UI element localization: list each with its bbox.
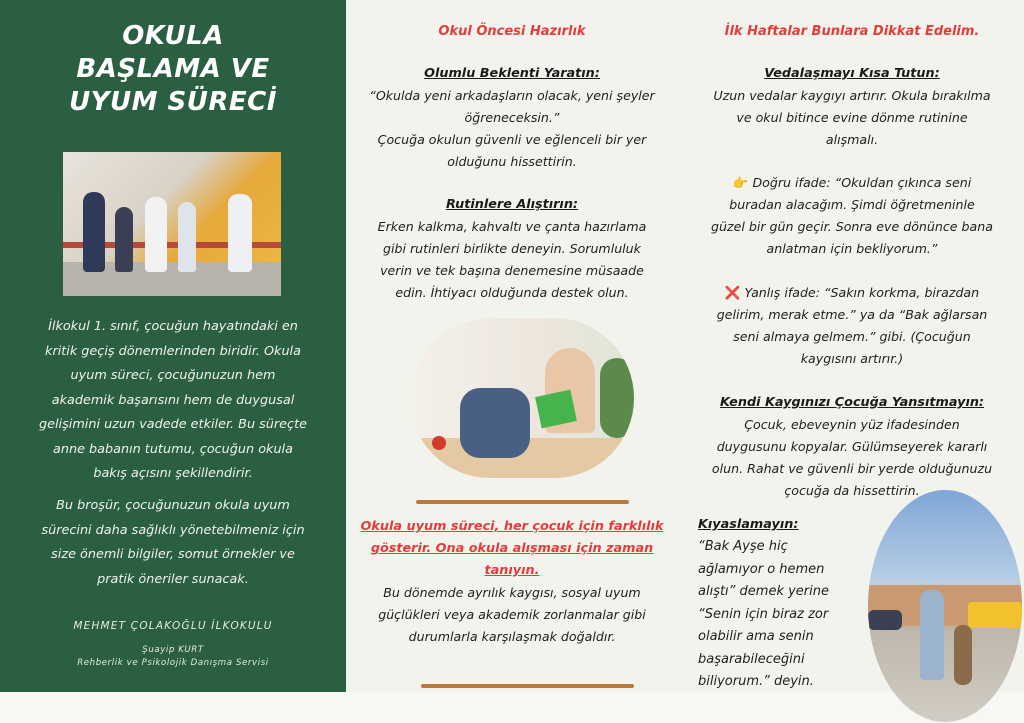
parent-child-school-photo bbox=[868, 490, 1022, 722]
anxiety-section bbox=[680, 392, 1024, 502]
wrong-example bbox=[680, 282, 1024, 370]
text-line: olun. Rahat ve güvenli bir yerde olduğunuzu bbox=[711, 461, 993, 476]
text-line: gelirim, merak etme.” ya da “Bak ağlarsan bbox=[716, 307, 988, 322]
text-line: tanıyın. bbox=[484, 563, 540, 578]
expectation-section bbox=[346, 63, 678, 173]
text-line: verin ve tek başına denemesine müsaade bbox=[380, 263, 644, 278]
text-line: buradan alacağım. Şimdi öğretmeninle bbox=[729, 197, 975, 212]
right-heading bbox=[680, 20, 1024, 39]
text-line: gibi rutinleri birlikte deneyin. Sorumluluk bbox=[383, 241, 641, 256]
subheading: Vedalaşmayı Kısa Tutun: bbox=[764, 66, 940, 81]
subheading: Rutinlere Alıştırın: bbox=[445, 197, 579, 212]
cross-mark-icon: ❌ bbox=[724, 285, 741, 300]
text-line: Çocuğa okulun güvenli ve eğlenceli bir yer bbox=[377, 132, 647, 147]
text-line: pratik öneriler sunacak. bbox=[97, 571, 249, 587]
text-line: güçlükleri veya akademik zorlanmalar gibi bbox=[378, 607, 646, 622]
brochure-paragraph bbox=[0, 494, 346, 592]
adaptation-note bbox=[346, 516, 678, 648]
title-line: OKULA bbox=[122, 21, 224, 51]
divider-bottom bbox=[421, 684, 634, 688]
divider-top bbox=[416, 500, 629, 504]
text-line: kritik geçiş dönemlerinden biridir. Okula bbox=[45, 343, 301, 359]
text-line bbox=[680, 172, 1024, 194]
text-line: ağlamıyor o hemen bbox=[698, 561, 825, 577]
text-line: sürecini daha sağlıklı yönetebilmeniz için bbox=[41, 522, 305, 538]
text-line: Okula uyum süreci, her çocuk için farklılık bbox=[360, 519, 664, 534]
title-line: BAŞLAMA VE bbox=[76, 54, 270, 84]
text-line: duygusunu kopyalar. Gülümseyerek kararlı bbox=[716, 439, 988, 454]
text-line: uyum süreci, çocuğunuzun hem bbox=[70, 368, 276, 383]
text-line: başarabileceğini bbox=[698, 651, 805, 667]
title-line: UYUM SÜRECİ bbox=[69, 87, 277, 117]
children-running-photo bbox=[63, 152, 281, 296]
text-line: kaygısını artırır.) bbox=[800, 351, 904, 366]
text-line: gösterir. Ona okula alışması için zaman bbox=[370, 541, 654, 556]
text: Yanlış ifade: “Sakın korkma, birazdan bbox=[744, 285, 980, 300]
text-line: “Bak Ayşe hiç bbox=[698, 539, 788, 554]
text-line: Bu dönemde ayrılık kaygısı, sosyal uyum bbox=[383, 585, 641, 600]
section-heading: Okul Öncesi Hazırlık bbox=[438, 24, 586, 39]
school-name: MEHMET ÇOLAKOĞLU İLKOKULU bbox=[73, 620, 273, 632]
text-line: bakış açısını şekillendirir. bbox=[93, 466, 253, 481]
text-line: seni almaya gelmem.” gibi. (Çocuğun bbox=[733, 329, 971, 344]
text-line: size önemli bilgiler, somut örnekler ve bbox=[51, 547, 295, 562]
brochure-title bbox=[0, 20, 346, 119]
subheading: Kendi Kaygınızı Çocuğa Yansıtmayın: bbox=[719, 395, 985, 410]
subheading: Olumlu Beklenti Yaratın: bbox=[424, 66, 600, 81]
text-line: durumlarla karşılaşmak doğaldır. bbox=[408, 629, 616, 644]
text-line: güzel bir gün geçir. Sonra eve dönünce bana bbox=[711, 219, 993, 234]
text-line: olabilir ama senin bbox=[698, 629, 814, 644]
text-line: alıştı” demek yerine bbox=[698, 584, 829, 599]
routine-section bbox=[346, 194, 678, 304]
service-name: Rehberlik ve Psikolojik Danışma Servisi bbox=[77, 658, 269, 668]
section-heading: İlk Haftalar Bunlara Dikkat Edelim. bbox=[724, 24, 980, 39]
text-line: Bu broşür, çocuğunuzun okula uyum bbox=[56, 498, 290, 513]
text-line: Uzun vedalar kaygıyı artırır. Okula bırakılma bbox=[713, 88, 991, 103]
pointing-hand-icon: 👉 bbox=[732, 175, 749, 190]
text-line bbox=[680, 282, 1024, 304]
text-line: “Okulda yeni arkadaşların olacak, yeni şeyler bbox=[369, 88, 655, 103]
text-line: “Senin için biraz zor bbox=[698, 606, 829, 622]
bottom-margin bbox=[0, 692, 1024, 723]
subheading: Kıyaslamayın: bbox=[698, 517, 799, 532]
text-line: ve okul bitince evine dönme rutinine bbox=[736, 110, 968, 125]
text-line: Çocuk, ebeveynin yüz ifadesinden bbox=[744, 417, 960, 432]
text-line: anne babanın tutumu, çocuğun okula bbox=[53, 441, 293, 457]
text-line: Erken kalkma, kahvaltı ve çanta hazırlama bbox=[377, 219, 647, 234]
text-line: çocuğa da hissettirin. bbox=[784, 483, 920, 498]
goodbye-section bbox=[680, 63, 1024, 151]
text-line: alışmalı. bbox=[825, 132, 879, 147]
text-line: anlatman için bekliyorum.” bbox=[766, 241, 938, 256]
middle-heading bbox=[346, 20, 678, 39]
correct-example bbox=[680, 172, 1024, 260]
text-line: biliyorum.” deyin. bbox=[698, 674, 814, 689]
comparison-section bbox=[698, 514, 829, 694]
text-line: edin. İhtiyacı olduğunda destek olun. bbox=[395, 285, 629, 300]
text-line: gelişimini uzun vadede etkiler. Bu süreçte bbox=[39, 417, 307, 432]
text: Doğru ifade: “Okuldan çıkınca seni bbox=[752, 175, 972, 190]
text-line: öğreneceksin.” bbox=[464, 110, 560, 125]
text-line: olduğunu hissettirin. bbox=[447, 154, 577, 169]
text-line: akademik başarısını hem de duygusal bbox=[51, 392, 295, 408]
girl-with-backpack-photo bbox=[410, 318, 634, 478]
text-line: İlkokul 1. sınıf, çocuğun hayatındaki en bbox=[48, 319, 298, 334]
intro-paragraph bbox=[0, 315, 346, 487]
author-name: Şuayip KURT bbox=[142, 645, 204, 655]
